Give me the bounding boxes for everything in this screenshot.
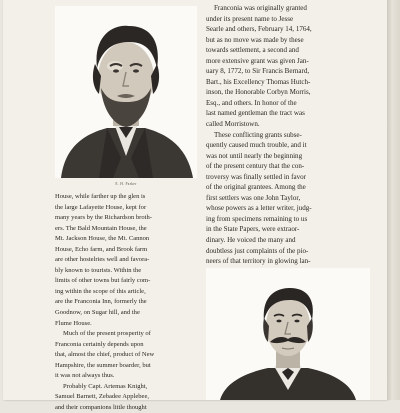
text-line: House, Echo farm, and Brook farm — [55, 245, 148, 253]
text-line: Bart., his Excellency Thomas Hutch- — [206, 77, 311, 86]
text-line: of the present century that the con- — [206, 162, 305, 171]
text-line: called Morristown. — [206, 120, 260, 129]
text-line: and their companions little thought — [55, 403, 147, 411]
text-line: Probably Capt. Artemas Knight, — [63, 382, 148, 390]
right-column-text — [206, 3, 372, 277]
text-line: bly known to tourists. Within the — [55, 266, 142, 274]
text-line: many years by the Richardson broth- — [55, 214, 152, 222]
left-column-text — [55, 192, 197, 413]
text-line: doubtless just complaints of the pio- — [206, 246, 309, 255]
text-line: Searle and others, February 14, 1764, — [206, 25, 312, 34]
text-line: uary 8, 1772, to Sir Francis Bernard, — [206, 67, 310, 76]
text-line: ing within the scope of this article, — [55, 287, 146, 295]
text-line: These conflicting grants subse- — [214, 130, 302, 139]
text-line: it was not always thus. — [55, 372, 115, 380]
text-line: the large Lafayette House, kept for — [55, 203, 147, 211]
text-line: Flume House. — [55, 319, 92, 327]
text-line: Goodnow, on Sugar hill, and the — [55, 309, 140, 317]
text-line: Hampshire, the summer boarder, but — [55, 361, 151, 369]
portrait-photo-e-h-parker — [55, 6, 197, 178]
portrait-photo-bottom — [206, 268, 370, 400]
text-line: Franconia was originally granted — [214, 4, 307, 12]
text-line: was not until nearly the beginning — [206, 151, 303, 160]
portrait-caption: E. H. Parker — [115, 182, 137, 186]
text-line: dinary. He voiced the many and — [206, 236, 296, 245]
text-line: Samuel Barnett, Zebadee Applebee, — [55, 393, 149, 401]
text-line: first settlers was one John Taylor, — [206, 193, 301, 202]
text-line: ers. The Bald Mountain House, the — [55, 224, 147, 232]
text-line: inson, the Honorable Corbyn Morris, — [206, 88, 311, 97]
text-line: are the Franconia Inn, formerly the — [55, 298, 147, 306]
text-line: Much of the present prosperity of — [63, 330, 151, 338]
text-line: under its present name to Jesse — [206, 14, 294, 23]
text-line: Mt. Jackson House, the Mt. Cannon — [55, 235, 150, 243]
text-line: more extensive grant was given Jan- — [206, 56, 309, 65]
page-edge — [387, 0, 400, 400]
text-line: troversy was finally settled in favor — [206, 172, 306, 181]
text-line: last named gentleman the tract was — [206, 109, 305, 118]
text-line: that, almost the chief, product of New — [55, 351, 155, 359]
text-line: but as no move was made by these — [206, 35, 304, 44]
text-line: whose powers as a letter writer, judg- — [206, 204, 312, 213]
text-line: Franconia certainly depends upon — [55, 340, 144, 348]
text-line: neers of that territory in glowing lan- — [206, 257, 311, 266]
text-line: ing from specimens remaining to us — [206, 214, 308, 223]
text-line: are other hostelries well and favora- — [55, 256, 150, 264]
text-line: towards settlement, a second and — [206, 46, 299, 55]
text-line: of the original grantees. Among the — [206, 183, 306, 192]
text-line: limits of other towns but fairly com- — [55, 277, 151, 285]
text-line: quently caused much trouble, and it — [206, 141, 307, 150]
text-line: House, while farther up the glen is — [55, 193, 146, 200]
text-line: in the State Papers, were extraor- — [206, 225, 300, 234]
book-page — [3, 0, 387, 411]
text-line: Esq., and others. In honor of the — [206, 98, 297, 107]
